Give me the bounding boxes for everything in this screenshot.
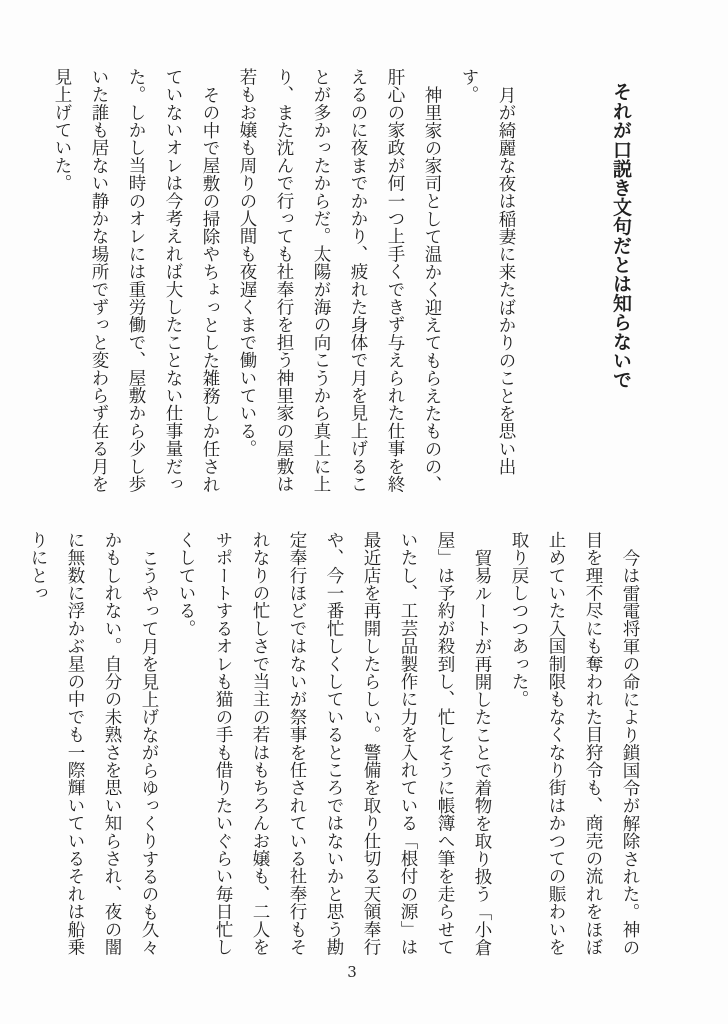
paragraph-bottom-2: 貿易ルートが再開したことで着物を取り扱う「小倉屋」は予約が殺到し、忙しそうに帳簿へ筆を走らせていたし、工芸品製作に力を入れている「根付の源」は最近店を再開したらしい。警備を取り仕切る天領奉行や、今一番忙しくしているところではないかと思う勘定奉行ほどではないが祭事を任されている社奉行もそれなりの忙しさで当主の若はもちろんお嬢も、二人をサポートするオレも猫の手も借りたいぐらい毎日忙しくしている。 (176, 531, 492, 956)
page-number: 3 (347, 963, 357, 981)
paragraph-top-1: 月が綺麗な夜は稲妻に来たばかりのことを思い出す。 (459, 68, 516, 475)
bottom-text-block (19, 531, 648, 973)
paragraph-top-2: 神里家の家司として温かく迎えてもらえたものの、肝心の家政が何一つ上手くできず与えられた仕事を終えるのに夜までかかり、疲れた身体で月を見上げることが多かったからだ。太陽が海の向こうから真上に上り、また沈んで行っても社奉行を担う神里家の屋敷は若もお嬢も周りの人間も夜遅くまで働いている。 (237, 68, 442, 493)
chapter-title: それが口説き文句だとは知らないで (610, 82, 632, 390)
paragraph-bottom-1: 今は雷電将軍の命により鎖国令が解除された。神の目を理不尽にも奪われた目狩令も、商売の流れをほぼ止めていた入国制限もなくなり街はかつての賑わいを取り戻しつつあった。 (509, 531, 640, 956)
paragraph-top-3: その中で屋敷の掃除やちょっとした雑務しか任されていないオレは今考えれば大したことない仕事量だった。しかし当時のオレには重労働で、屋敷から少し歩いた誰も居ない静かな場所でずっと変わらず在る月を見上げていた。 (52, 68, 220, 493)
paragraph-bottom-3: こうやって月を見上げながらゆっくりするのも久々かもしれない。自分の未熟さを思い知らされ、夜の闇に無数に浮かぶ星の中でも一際輝いているそれは船乗りにとっ (28, 531, 159, 956)
top-text-block (43, 68, 644, 510)
